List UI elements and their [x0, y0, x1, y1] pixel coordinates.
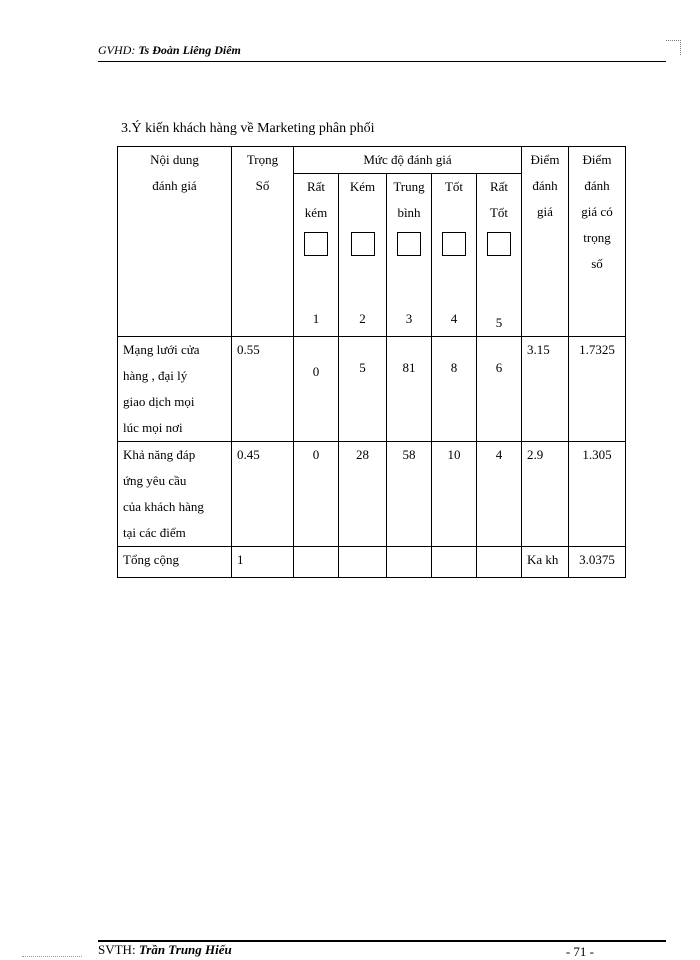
total-empty-cell [339, 547, 387, 578]
row-score-cell: 2.9 [522, 442, 569, 547]
page-header [98, 43, 666, 62]
row-weighted-cell: 1.7325 [569, 337, 626, 442]
total-empty-cell [387, 547, 432, 578]
row-weight-cell: 0.45 [232, 442, 294, 547]
rating-checkbox-3[interactable] [397, 232, 421, 256]
row-value-cell: 81 [387, 337, 432, 442]
total-empty-cell [477, 547, 522, 578]
total-score-cell: Ka kh [522, 547, 569, 578]
rating-checkbox-2[interactable] [351, 232, 375, 256]
row-value-cell: 28 [339, 442, 387, 547]
section-title: 3.Ý kiến khách hàng về Marketing phân phối [121, 121, 375, 136]
row-weighted-cell: 1.305 [569, 442, 626, 547]
row-content-cell: Khả năng đáp ứng yêu cầu của khách hàng tại các điểm [118, 442, 232, 547]
footer-dotted-rule [22, 956, 82, 957]
footer-label: SVTH: [98, 942, 136, 957]
page-corner-mark [666, 40, 681, 55]
row-score-cell: 3.15 [522, 337, 569, 442]
rating-header-3: Trung bình 3 [387, 174, 432, 337]
rating-header-1: Rất kém 1 [294, 174, 339, 337]
header-level-cell: Mức độ đánh giá [294, 147, 522, 174]
row-value-cell: 8 [432, 337, 477, 442]
total-empty-cell [432, 547, 477, 578]
row-value-cell: 0 [294, 337, 339, 442]
page-number: - 71 - [565, 944, 594, 959]
header-name: Ts Đoàn Liêng Diêm [138, 43, 241, 57]
row-value-cell: 0 [294, 442, 339, 547]
page-footer [98, 940, 666, 958]
rating-checkbox-4[interactable] [442, 232, 466, 256]
row-value-cell: 4 [477, 442, 522, 547]
header-weight-cell: Trọng Số [232, 147, 294, 337]
table-row [118, 442, 626, 547]
total-row [118, 547, 626, 578]
rating-header-5: Rất Tốt 5 [477, 174, 522, 337]
rating-header-4: Tốt 4 [432, 174, 477, 337]
rating-checkbox-1[interactable] [304, 232, 328, 256]
row-content-cell: Mạng lưới cửa hàng , đại lý giao dịch mọi lúc mọi nơi [118, 337, 232, 442]
row-value-cell: 58 [387, 442, 432, 547]
total-weighted-cell: 3.0375 [569, 547, 626, 578]
header-content-cell: Nội dung đánh giá [118, 147, 232, 337]
evaluation-table [117, 146, 626, 578]
header-weighted-cell: Điểm đánh giá có trọng số [569, 147, 626, 337]
rating-checkbox-5[interactable] [487, 232, 511, 256]
row-value-cell: 10 [432, 442, 477, 547]
row-value-cell: 5 [339, 337, 387, 442]
table-row [118, 337, 626, 442]
row-weight-cell: 0.55 [232, 337, 294, 442]
rating-header-2: Kém 2 [339, 174, 387, 337]
total-weight-cell: 1 [232, 547, 294, 578]
total-empty-cell [294, 547, 339, 578]
footer-name: Trần Trung Hiếu [138, 942, 232, 957]
header-score-cell: Điểm đánh giá [522, 147, 569, 337]
total-label-cell: Tổng cộng [118, 547, 232, 578]
row-value-cell: 6 [477, 337, 522, 442]
header-label: GVHD: [98, 43, 136, 57]
